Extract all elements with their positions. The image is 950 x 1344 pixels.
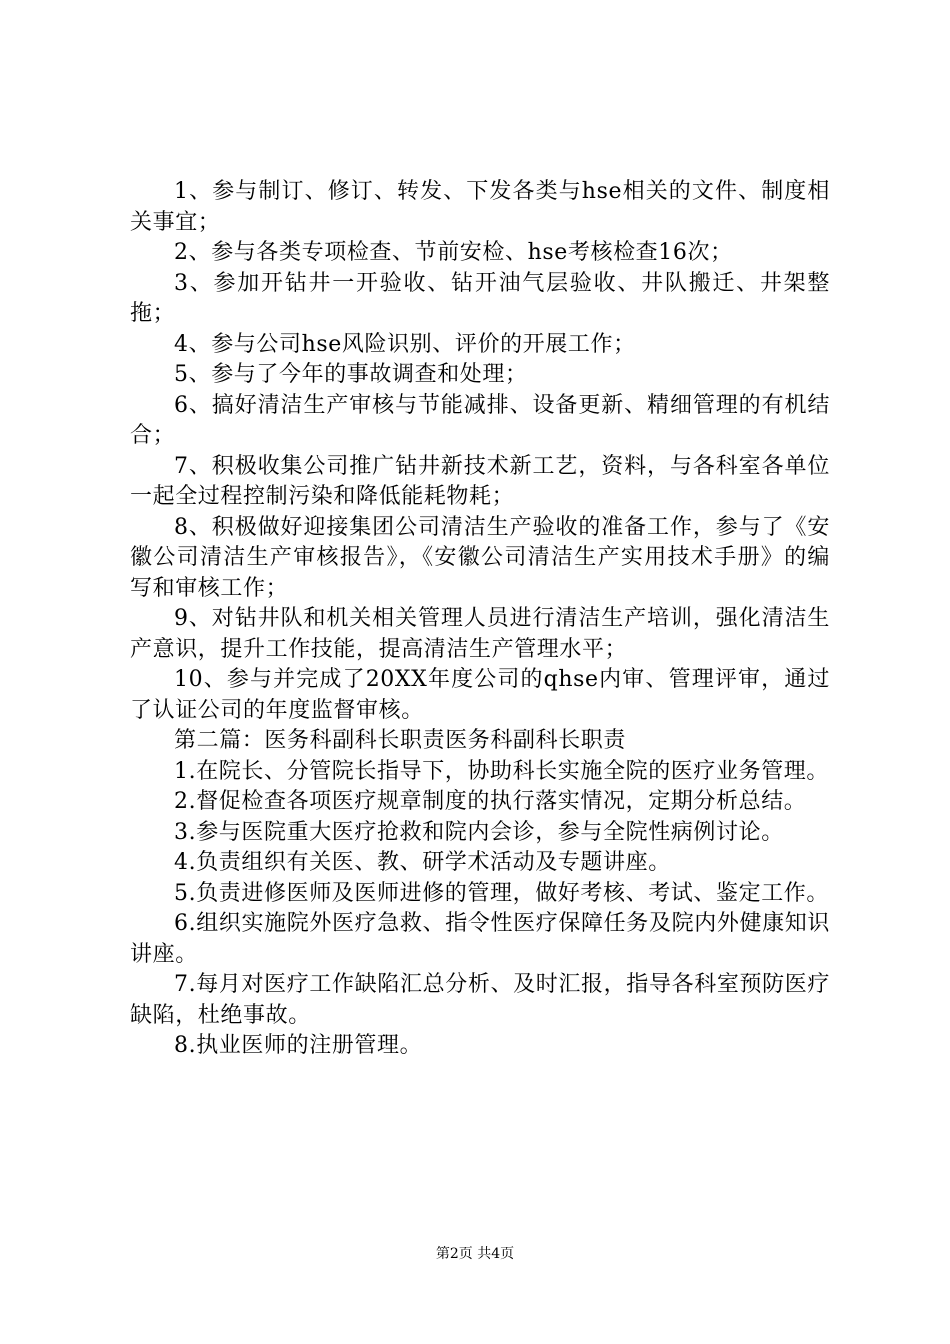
document-body <box>130 177 830 1062</box>
paragraph-10: 10、参与并完成了20XX年度公司的qhse内审、管理评审，通过了认证公司的年度监督审核。 <box>130 667 830 723</box>
paragraph-5: 5、参与了今年的事故调查和处理； <box>174 362 528 387</box>
paragraph-1: 1、参与制订、修订、转发、下发各类与hse相关的文件、制度相关事宜； <box>130 179 830 235</box>
duty-item-7: 7.每月对医疗工作缺陷汇总分析、及时汇报，指导各科室预防医疗缺陷，杜绝事故。 <box>130 972 830 1028</box>
paragraph-3: 3、参加开钻井一开验收、钻开油气层验收、井队搬迁、井架整拖； <box>130 270 830 326</box>
duty-item-5: 5.负责进修医师及医师进修的管理，做好考核、考试、鉴定工作。 <box>174 880 829 906</box>
paragraph-9: 9、对钻井队和机关相关管理人员进行清洁生产培训，强化清洁生产意识，提升工作技能，提高清洁生产管理水平； <box>130 606 830 662</box>
paragraph-6: 6、搞好清洁生产审核与节能减排、设备更新、精细管理的有机结合； <box>130 392 830 448</box>
paragraph-2: 2、参与各类专项检查、节前安检、hse考核检查16次； <box>174 240 733 265</box>
page-number-footer: 第2页 共4页 <box>435 1246 515 1262</box>
duty-item-1: 1.在院长、分管院长指导下，协助科长实施全院的医疗业务管理。 <box>174 758 829 784</box>
duty-item-3: 3.参与医院重大医疗抢救和院内会诊，参与全院性病例讨论。 <box>174 819 784 845</box>
paragraph-8: 8、积极做好迎接集团公司清洁生产验收的准备工作，参与了《安徽公司清洁生产审核报告》，《安徽公司清洁生产实用技术手册》的编写和审核工作； <box>130 514 830 601</box>
duty-item-8: 8.执业医师的注册管理。 <box>174 1033 423 1058</box>
section-heading: 第二篇：医务科副科长职责医务科副科长职责 <box>174 728 627 753</box>
duty-item-4: 4.负责组织有关医、教、研学术活动及专题讲座。 <box>174 850 671 875</box>
duty-item-6: 6.组织实施院外医疗急救、指令性医疗保障任务及院内外健康知识讲座。 <box>130 911 830 967</box>
paragraph-7: 7、积极收集公司推广钻井新技术新工艺，资料，与各科室各单位一起全过程控制污染和降低能耗物耗； <box>130 453 830 509</box>
duty-item-2: 2.督促检查各项医疗规章制度的执行落实情况，定期分析总结。 <box>174 789 807 814</box>
paragraph-4: 4、参与公司hse风险识别、评价的开展工作； <box>174 331 636 357</box>
